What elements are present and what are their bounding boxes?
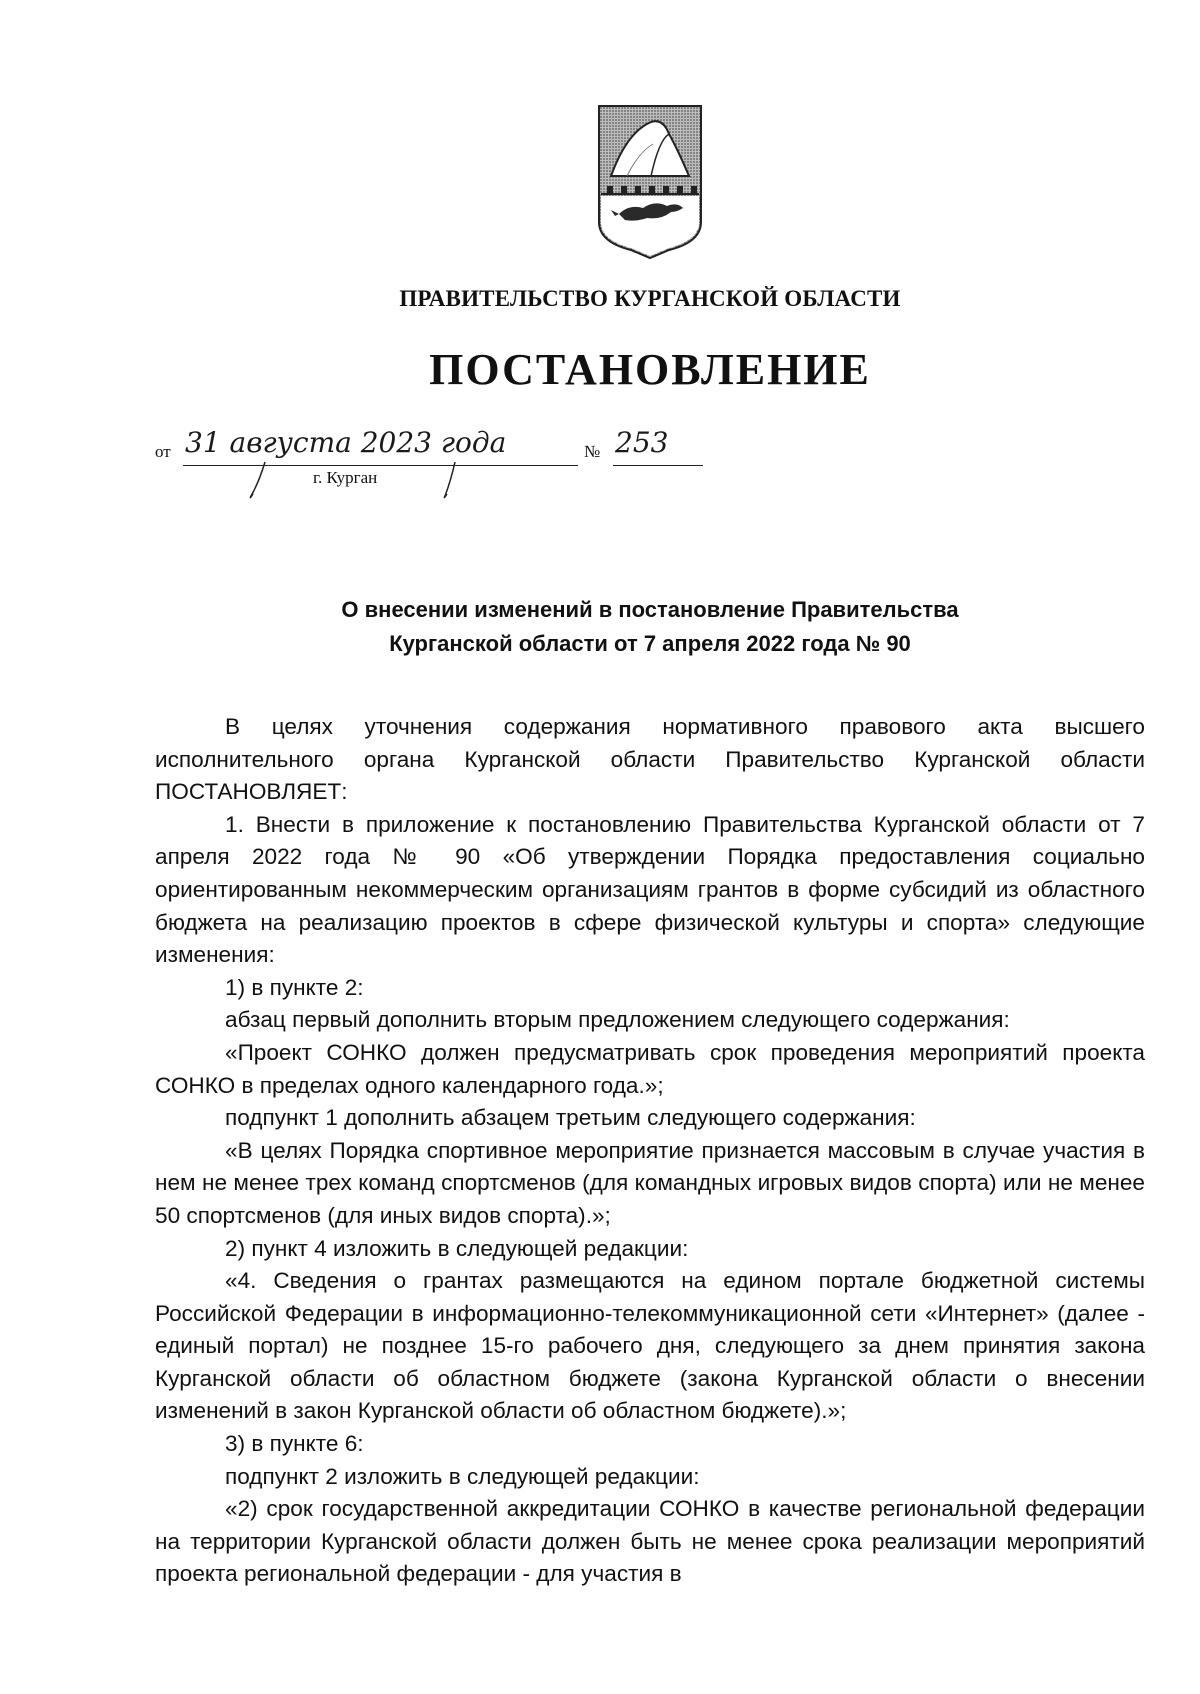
handwritten-number: 253 xyxy=(615,426,669,459)
from-label: от xyxy=(155,442,171,461)
government-name: ПРАВИТЕЛЬСТВО КУРГАНСКОЙ ОБЛАСТИ xyxy=(399,286,901,311)
body-paragraph: «В целях Порядка спортивное мероприятие признается массовым в случае участия в нем не менее трех команд спортсменов (для командных игровых видов спорта) или не менее 50 спортсменов (для иных видов спорта).»; xyxy=(155,1137,1145,1228)
subject-line-1: О внесении изменений в постановление Правительства xyxy=(341,597,959,622)
body-paragraph: «4. Сведения о грантах размещаются на едином портале бюджетной системы Российской Федерации в информационно-телекоммуникационной сети «Интернет» (далее - единый портал) не позднее 15-го рабочего дня, следующего за днем принятия закона Курганской области об областном бюджете (закона Курганской области о внесении изменений в закон Курганской области об областном бюджете).»; xyxy=(155,1268,1145,1424)
subject-line-2: Курганской области от 7 апреля 2022 года № 90 xyxy=(389,631,911,656)
body-paragraph: 3) в пункте 6: xyxy=(225,1431,364,1457)
body-paragraph: 1) в пункте 2: xyxy=(225,974,364,1000)
document-type-title: ПОСТАНОВЛЕНИЕ xyxy=(429,345,871,394)
body-paragraph: 1. Внести в приложение к постановлению Правительства Курганской области от 7 апреля 2022 года № 90 «Об утверждении Порядка предоставления социально ориентированным некоммерческим организациям грантов в форме субсидий из областного бюджета на реализацию проектов в сфере физической культуры и спорта» следующие изменения: xyxy=(155,811,1145,968)
number-label: № xyxy=(584,442,601,461)
body-paragraph: «2) срок государственной аккредитации СОНКО в качестве региональной федерации на территории Курганской области должен быть не менее срока реализации мероприятий проекта региональной федерации - для участия в xyxy=(155,1496,1145,1587)
handwriting-descender-strokes xyxy=(155,432,675,502)
body-paragraph: «Проект СОНКО должен предусматривать срок проведения мероприятий проекта СОНКО в пределах одного календарного года.»; xyxy=(155,1039,1145,1098)
body-paragraph: В целях уточнения содержания нормативного правового акта высшего исполнительного органа Курганской области Правительство Курганской области ПОСТАНОВЛЯЕТ: xyxy=(155,714,1145,805)
document-body xyxy=(155,711,1145,1591)
coat-of-arms-icon xyxy=(597,104,703,260)
body-paragraph: абзац первый дополнить вторым предложением следующего содержания: xyxy=(225,1007,1010,1033)
body-paragraph: подпункт 1 дополнить абзацем третьим следующего содержания: xyxy=(225,1105,916,1131)
city-label: г. Курган xyxy=(313,468,378,487)
body-paragraph: 2) пункт 4 изложить в следующей редакции: xyxy=(225,1235,689,1261)
handwritten-date: 31 августа 2023 года xyxy=(185,426,507,459)
date-number-line xyxy=(155,426,675,502)
document-subject xyxy=(0,593,1200,661)
body-paragraph: подпункт 2 изложить в следующей редакции: xyxy=(225,1463,700,1489)
